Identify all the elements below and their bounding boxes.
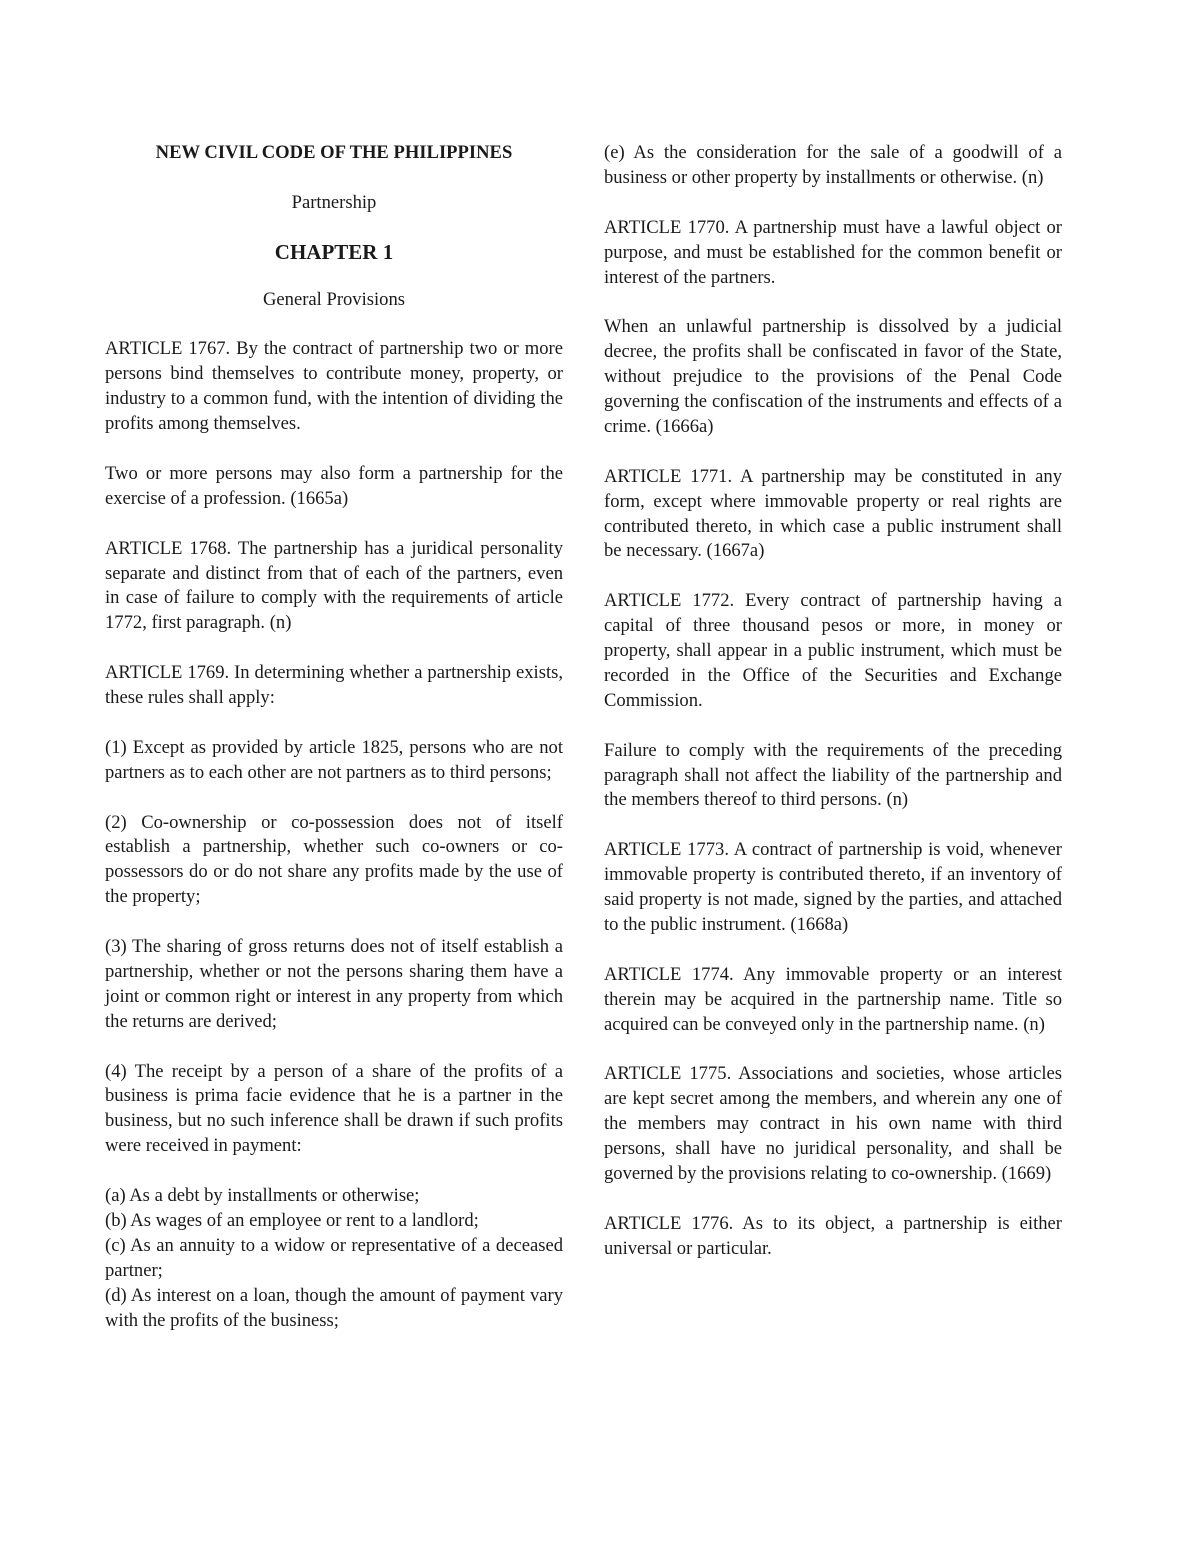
paragraph: Two or more persons may also form a partnership for the exercise of a profession. (1665a): [105, 462, 563, 509]
list-item: (a) As a debt by installments or otherwise;: [105, 1185, 420, 1207]
paragraph: ARTICLE 1771. A partnership may be constituted in any form, except where immovable property or real rights are contributed thereto, in which case a public instrument shall be necessary. (1667a): [604, 465, 1062, 562]
paragraph: When an unlawful partnership is dissolved by a judicial decree, the profits shall be confiscated in favor of the State, without prejudice to the provisions of the Penal Code governing the confiscation of the instruments and effects of a crime. (1666a): [604, 316, 1062, 437]
paragraph: ARTICLE 1768. The partnership has a juridical personality separate and distinct from that of each of the partners, even in case of failure to comply with the requirements of article 1772, first paragraph. (n): [105, 537, 563, 634]
left-column: [105, 141, 563, 1334]
paragraph: ARTICLE 1774. Any immovable property or an interest therein may be acquired in the partnership name. Title so acquired can be conveyed only in the partnership name. (n): [604, 963, 1062, 1035]
paragraph: ARTICLE 1772. Every contract of partnership having a capital of three thousand pesos or more, in money or property, shall appear in a public instrument, which must be recorded in the Office of the Securities and Exchange Commission.: [604, 590, 1062, 711]
paragraph: (1) Except as provided by article 1825, persons who are not partners as to each other are not partners as to third persons;: [105, 736, 563, 783]
paragraph: (3) The sharing of gross returns does not of itself establish a partnership, whether or not the persons sharing them have a joint or common right or interest in any property from which the returns are derived;: [105, 936, 563, 1032]
chapter-title: General Provisions: [262, 288, 405, 310]
paragraph: (e) As the consideration for the sale of a goodwill of a business or other property by installments or otherwise. (n): [604, 142, 1062, 188]
list-item: (b) As wages of an employee or rent to a landlord;: [105, 1209, 479, 1231]
paragraph: ARTICLE 1767. By the contract of partnership two or more persons bind themselves to contribute money, property, or industry to a common fund, with the intention of dividing the profits among themselves.: [105, 338, 563, 435]
paragraph: ARTICLE 1769. In determining whether a partnership exists, these rules shall apply:: [105, 662, 563, 709]
chapter-heading: CHAPTER 1: [274, 239, 394, 264]
paragraph: ARTICLE 1775. Associations and societies, whose articles are kept secret among the members, and wherein any one of the members may contract in his own name with third persons, shall have no juridical personality, and shall be governed by the provisions relating to co-ownership. (1669): [604, 1063, 1062, 1185]
list-item: (c) As an annuity to a widow or representative of a deceased partner;: [105, 1234, 563, 1281]
paragraph: Failure to comply with the requirements of the preceding paragraph shall not affect the liability of the partnership and the members thereof to third persons. (n): [604, 739, 1062, 811]
paragraph: ARTICLE 1773. A contract of partnership is void, whenever immovable property is contributed thereto, if an inventory of said property is not made, signed by the parties, and attached to the public instrument. (1668a): [604, 839, 1062, 935]
paragraph: (2) Co-ownership or co-possession does not of itself establish a partnership, whether such co-owners or co-possessors do or do not share any profits made by the use of the property;: [105, 811, 563, 908]
paragraph: ARTICLE 1776. As to its object, a partnership is either universal or particular.: [604, 1212, 1062, 1259]
document-subject: Partnership: [291, 191, 377, 213]
paragraph: (4) The receipt by a person of a share of the profits of a business is prima facie evidence that he is a partner in the business, but no such inference shall be drawn if such profits were received in payment:: [105, 1060, 563, 1157]
document-title: NEW CIVIL CODE OF THE PHILIPPINES: [155, 142, 513, 163]
list-item: (d) As interest on a loan, though the amount of payment vary with the profits of the business;: [105, 1284, 563, 1331]
paragraph: ARTICLE 1770. A partnership must have a lawful object or purpose, and must be established for the common benefit or interest of the partners.: [604, 216, 1062, 288]
right-column: [604, 141, 1062, 1287]
